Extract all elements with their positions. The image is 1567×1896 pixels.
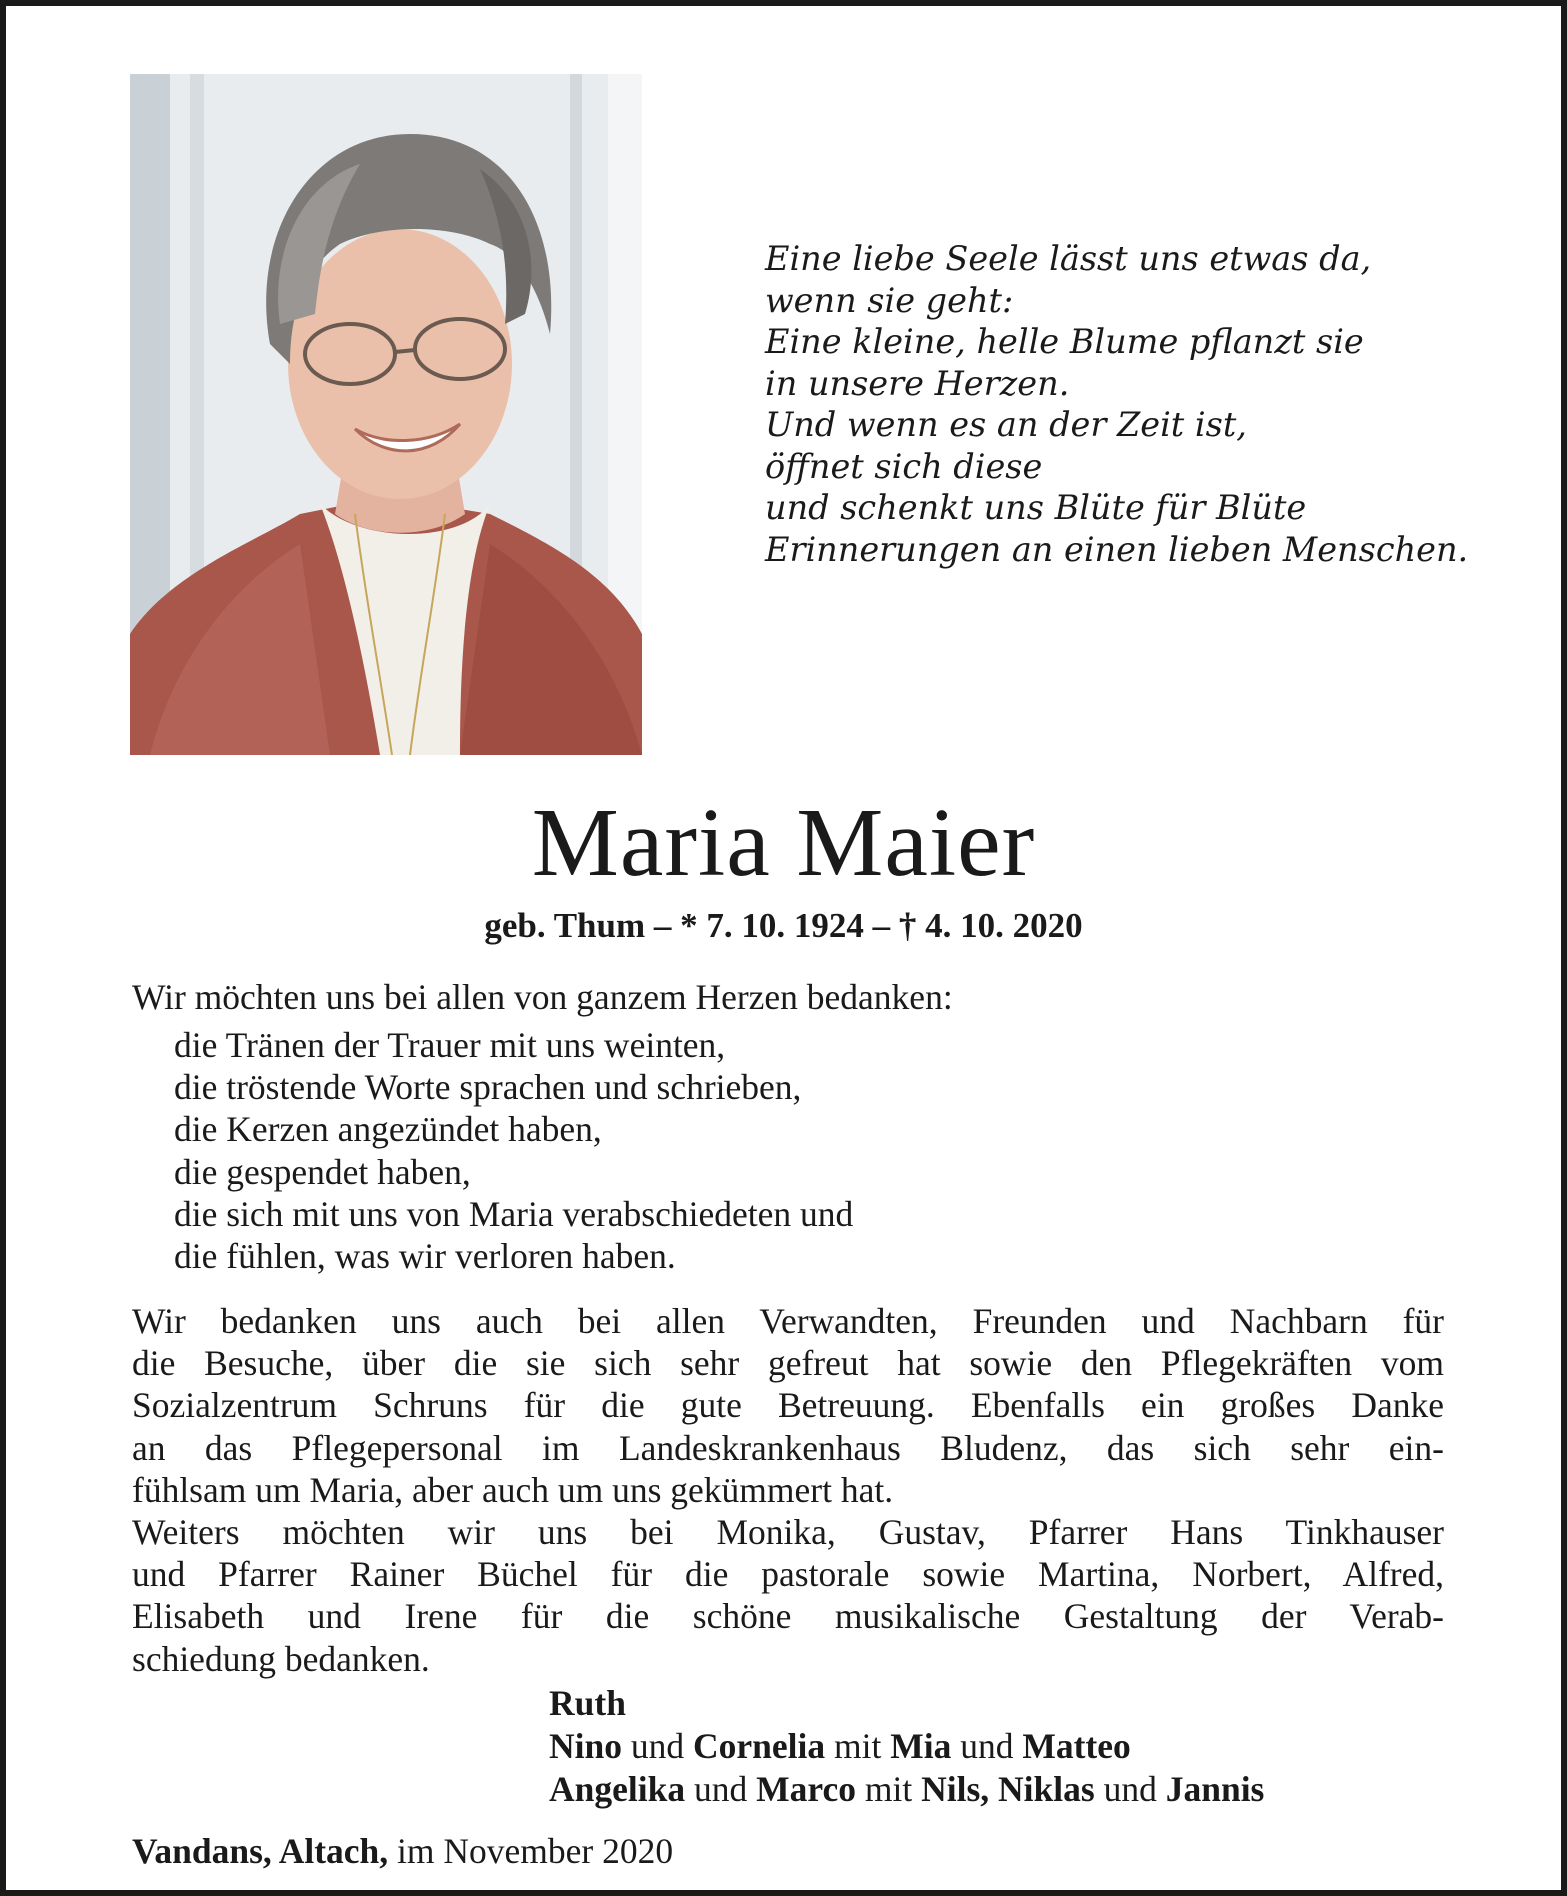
signers [549,1682,1449,1811]
connector: und [1103,1769,1157,1809]
signer-name: Mia [890,1726,952,1766]
signer-name: Matteo [1022,1726,1131,1766]
poem-line: Eine liebe Seele lässt uns etwas da, [765,239,1372,278]
signer-line [549,1725,1449,1768]
poem-line: in unsere Herzen. [765,363,1070,403]
birth-death-dates: geb. Thum – * 7. 10. 1924 – † 4. 10. 2020 [484,906,1083,945]
thanks-list-item: die Tränen der Trauer mit uns weinten, [174,1025,726,1065]
poem-line: und schenkt uns Blüte für Blüte [765,488,1307,527]
place-and-date [132,1830,1032,1872]
signer-name: Angelika [549,1769,686,1809]
poem [765,238,1485,570]
paragraph-line: an das Pflegepersonal im Landeskrankenhaus Bludenz, das sich sehr ein- [132,1427,1444,1468]
signer-name: Nino [549,1726,622,1766]
paragraph-line: Sozialzentrum Schruns für die gute Betreuung. Ebenfalls ein großes Danke [132,1385,1444,1426]
signer-name: Ruth [549,1683,626,1723]
connector: und [630,1726,685,1766]
signer-name: Nils, Niklas [921,1769,1095,1809]
paragraph-line: und Pfarrer Rainer Büchel für die pastorale sowie Martina, Norbert, Alfred, [132,1554,1444,1595]
poem-line: öffnet sich diese [765,446,1043,486]
thanks-intro: Wir möchten uns bei allen von ganzem Herzen bedanken: [132,977,953,1017]
poem-line: Erinnerungen an einen lieben Menschen. [765,529,1469,569]
signer-name: Cornelia [693,1726,826,1766]
thanks-paragraph [132,1300,1444,1680]
paragraph-line: die Besuche, über die sie sich sehr gefreut hat sowie den Pflegekräften vom [132,1343,1444,1384]
connector: und [693,1769,748,1809]
paragraph-line: Wir bedanken uns auch bei allen Verwandten, Freunden und Nachbarn für [132,1301,1444,1341]
poem-line: Und wenn es an der Zeit ist, [765,405,1247,444]
paragraph-line: Elisabeth und Irene für die schöne musikalische Gestaltung der Verab- [132,1596,1444,1637]
paragraph-line: fühlsam um Maria, aber auch um uns gekümmert hat. [132,1469,894,1510]
thanks-list-item: die tröstende Worte sprachen und schrieben, [174,1067,802,1108]
thanks-list [174,1024,1374,1277]
thanks-list-item: die fühlen, was wir verloren haben. [174,1236,676,1277]
paragraph-line: schiedung bedanken. [132,1638,430,1679]
thanks-list-item: die sich mit uns von Maria verabschiedeten und [174,1193,854,1234]
portrait-photo [130,74,642,755]
obituary-card [6,6,1561,1890]
poem-line: wenn sie geht: [765,280,1014,320]
thanks-list-item: die Kerzen angezündet haben, [174,1109,602,1150]
place-date: im November 2020 [397,1831,674,1871]
poem-line: Eine kleine, helle Blume pflanzt sie [765,322,1364,361]
connector: mit [834,1726,882,1766]
connector: und [960,1726,1014,1766]
signer-name: Jannis [1165,1769,1265,1809]
paragraph-line: Weiters möchten wir uns bei Monika, Gustav, Pfarrer Hans Tinkhauser [132,1511,1444,1552]
place-towns: Vandans, Altach, [132,1831,389,1871]
thanks-list-item: die gespendet haben, [174,1151,471,1192]
portrait-illustration [130,74,642,755]
connector: mit [864,1769,913,1809]
deceased-name: Maria Maier [531,789,1036,897]
signer-name: Marco [756,1769,856,1809]
signer-line [549,1768,1449,1811]
signer-line [549,1682,1449,1725]
